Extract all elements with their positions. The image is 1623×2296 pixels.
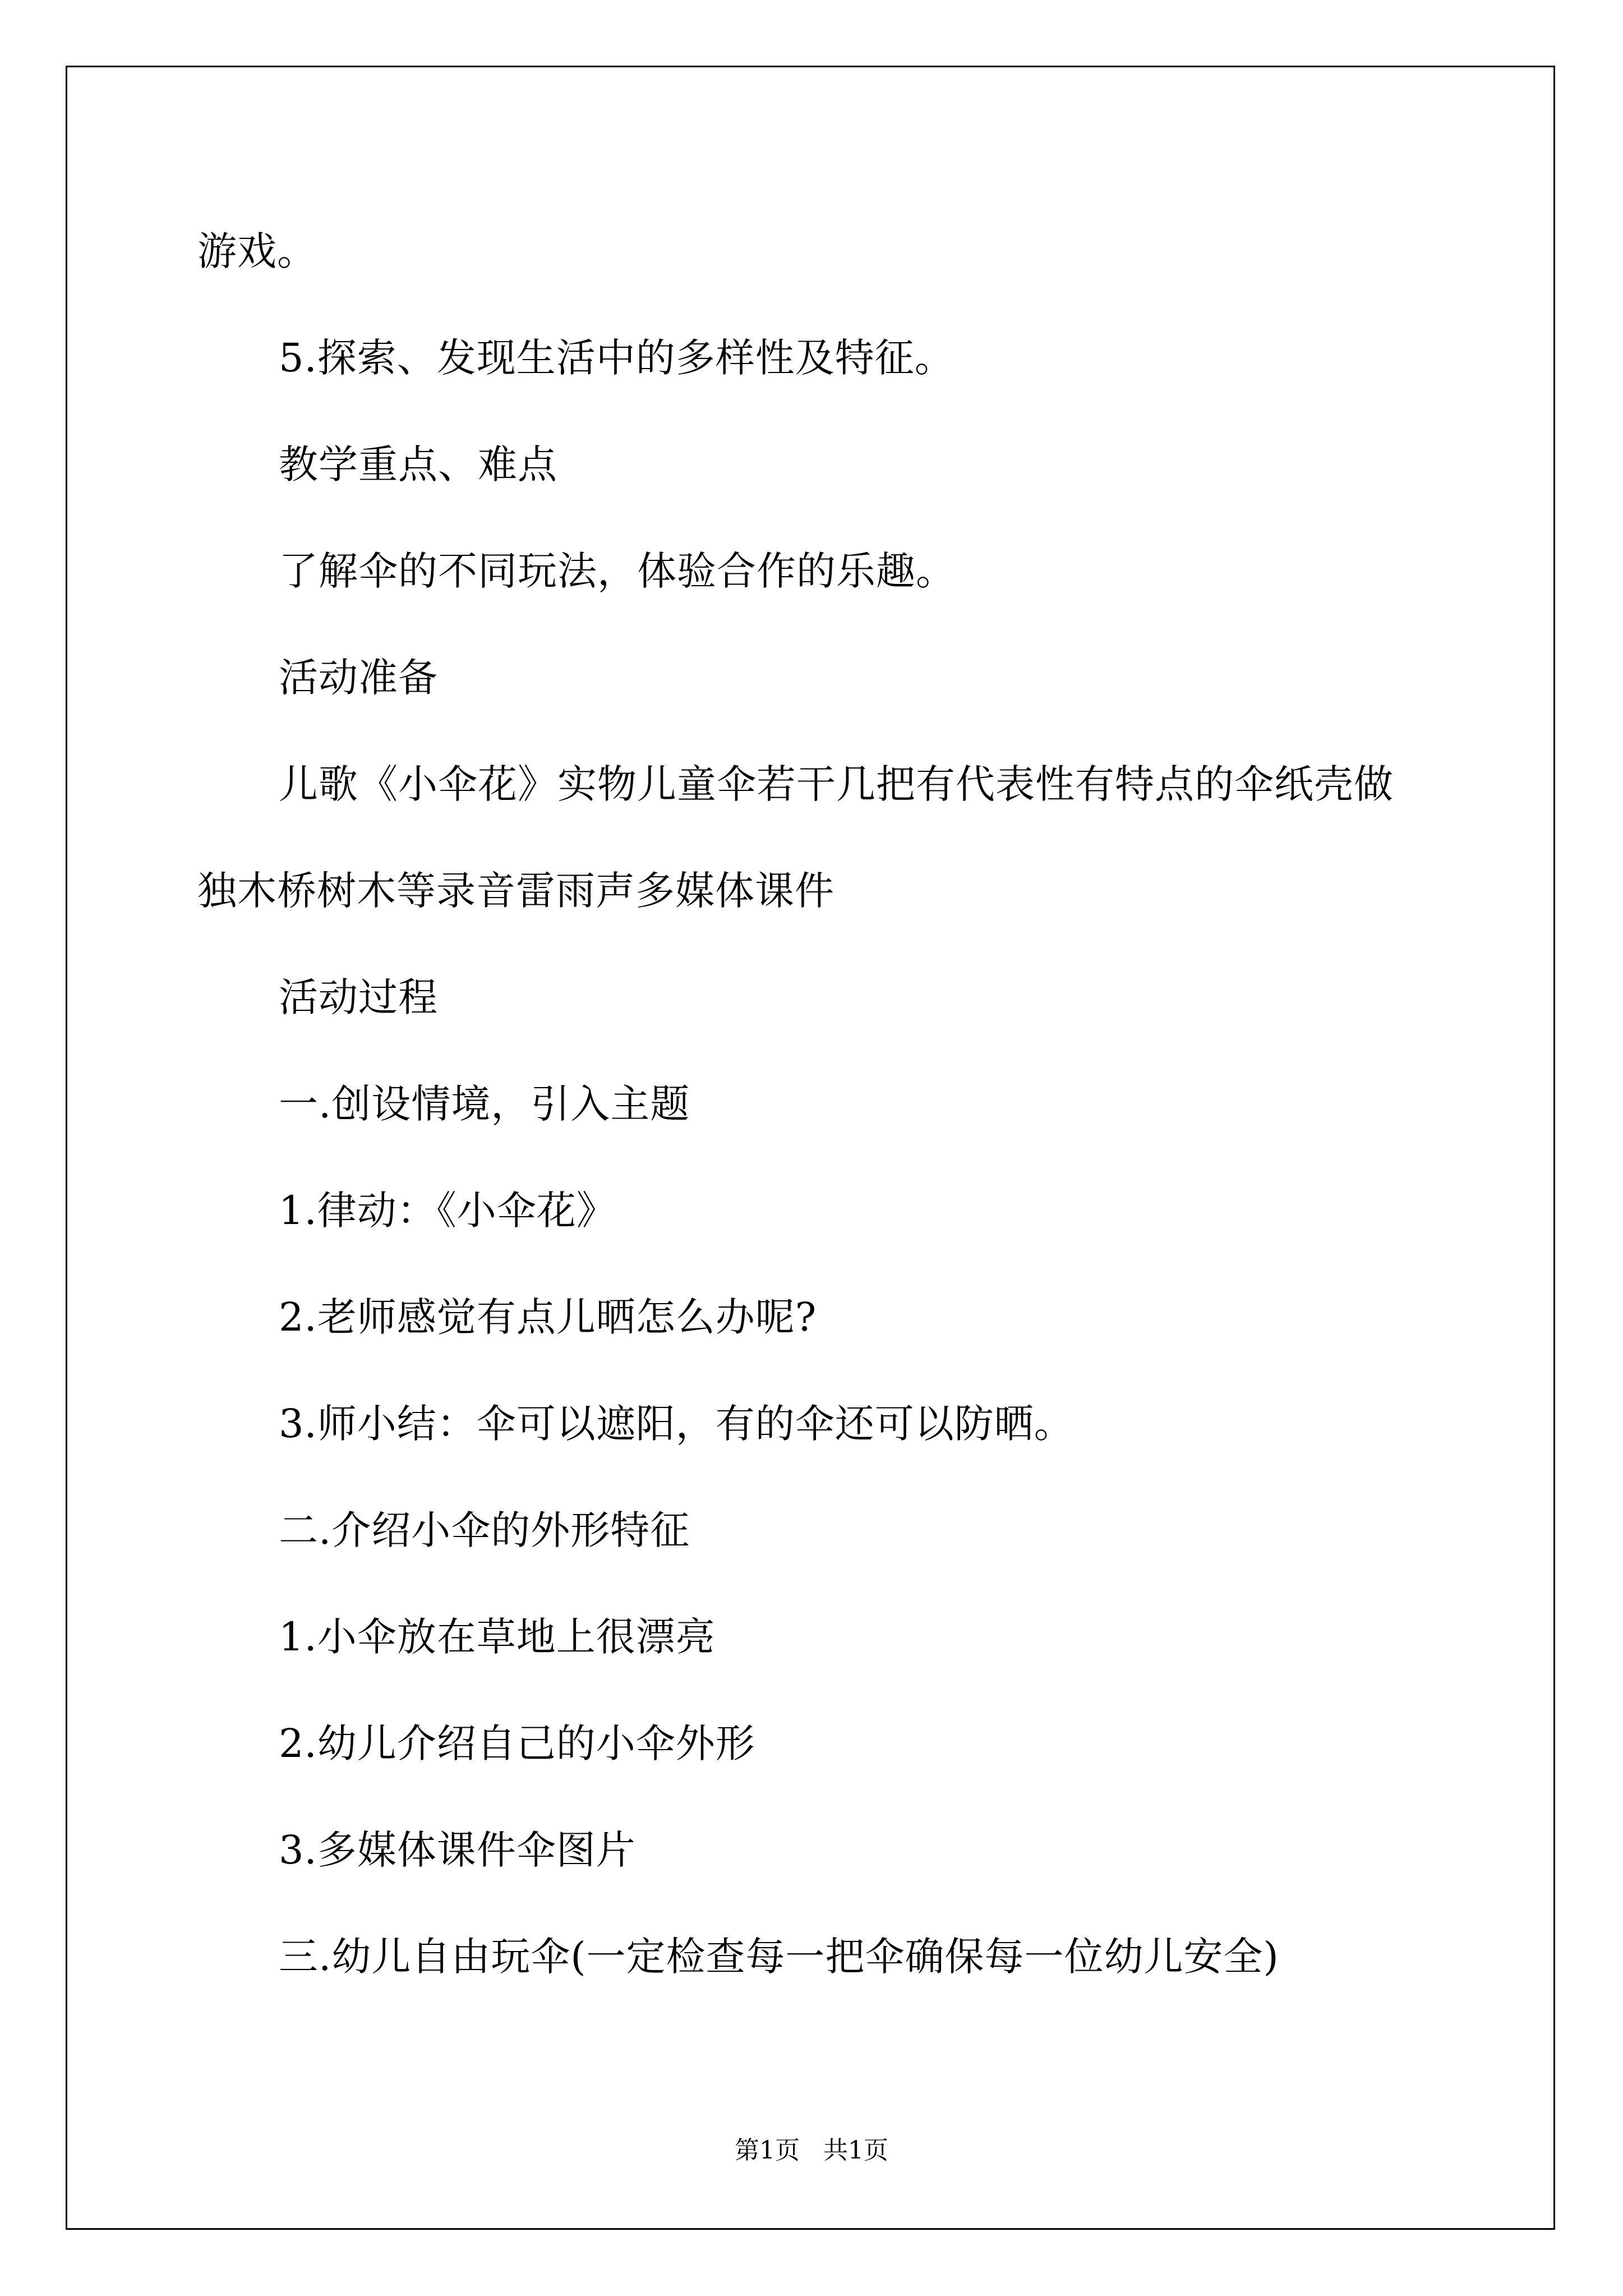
page-number-current: 第1页 [735,2136,800,2165]
section-heading-process: 活动过程 [279,974,438,1020]
text-line-15: 2.幼儿介绍自己的小伞外形 [279,1720,755,1766]
page-footer [0,2138,1623,2163]
text-line-7: 独木桥树木等录音雷雨声多媒体课件 [197,868,834,914]
text-line-9: 一.创设情境，引入主题 [279,1081,690,1127]
text-line-4: 了解伞的不同玩法，体验合作的乐趣。 [279,548,956,594]
text-line-2: 5.探索、发现生活中的多样性及特征。 [279,335,955,381]
text-line-14: 1.小伞放在草地上很漂亮 [279,1614,716,1660]
text-line-10: 1.律动：《小伞花》 [279,1188,616,1234]
text-line-13: 二.介绍小伞的外形特征 [279,1507,690,1553]
text-line-1: 游戏。 [197,228,317,274]
text-line-17: 三.幼儿自由玩伞(一定检查每一把伞确保每一位幼儿安全) [279,1934,1279,1980]
text-line-11: 2.老师感觉有点儿晒怎么办呢? [279,1294,817,1340]
section-heading-preparation: 活动准备 [279,655,438,701]
section-heading-key-points: 教学重点、难点 [279,441,557,487]
text-line-6: 儿歌《小伞花》实物儿童伞若干几把有代表性有特点的伞纸壳做 [279,761,1394,807]
page-number-total: 共1页 [823,2136,888,2165]
text-line-12: 3.师小结：伞可以遮阳，有的伞还可以防晒。 [279,1401,1074,1447]
text-line-16: 3.多媒体课件伞图片 [279,1827,636,1873]
